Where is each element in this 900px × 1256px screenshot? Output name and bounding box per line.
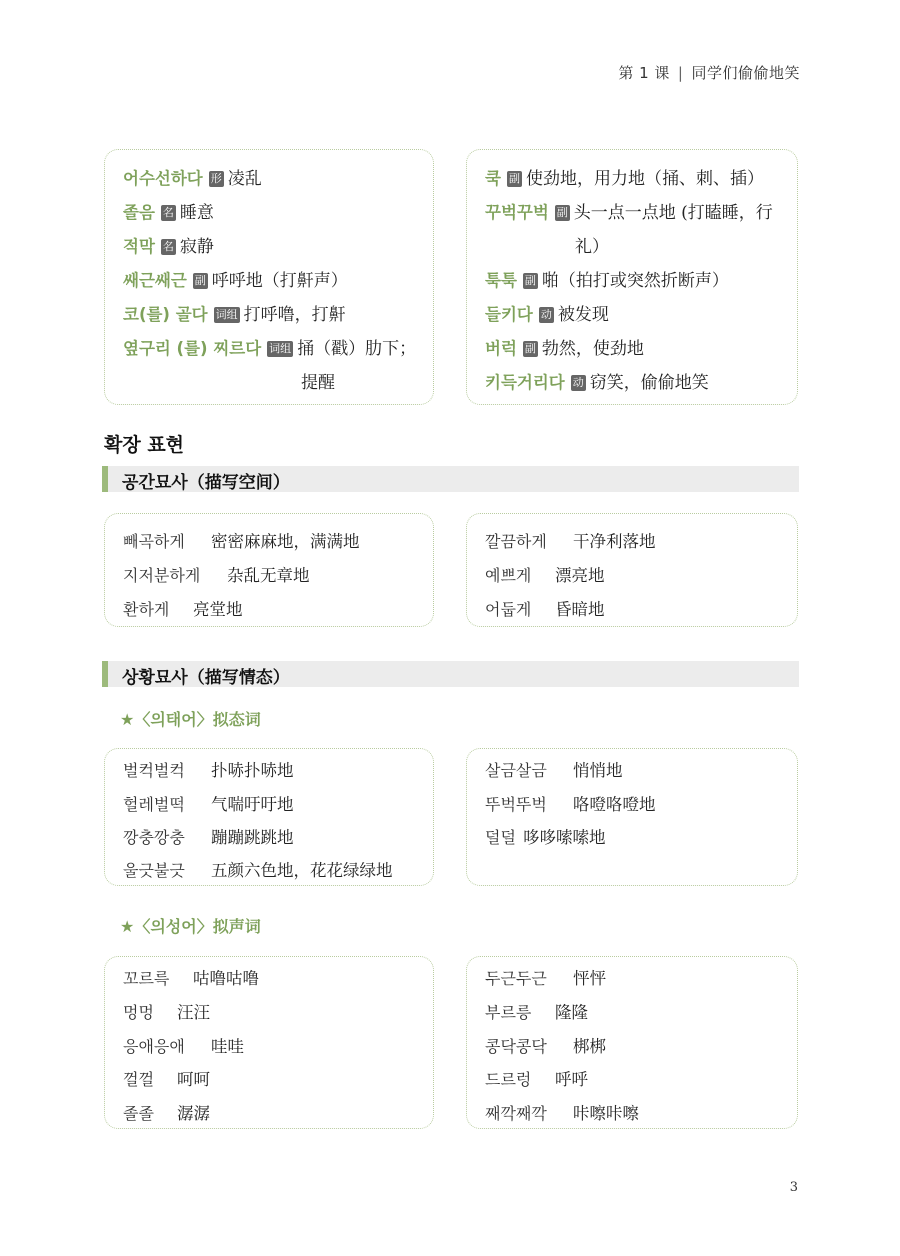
lesson-number: 第 1 课 [618,64,670,82]
vocab-entry [485,266,729,291]
page-number: 3 [789,1180,798,1195]
vocab-chinese: 凌乱 [227,169,262,189]
vocab-entry [485,164,764,189]
pos-tag: 副 [524,342,536,355]
vocab-chinese: 睡意 [179,203,214,223]
expression-korean: 드르렁 [485,1070,532,1089]
expression-chinese: 汪汪 [177,1003,210,1022]
space-box-right [466,513,798,627]
expression-korean: 예쁘게 [485,566,532,585]
expression-chinese: 咯噔咯噔地 [573,795,656,814]
section-title: 공간묘사（描写空间） [122,473,290,493]
expression-chinese: 干净利落地 [573,532,656,551]
mimetic-box-left [104,748,434,886]
vocab-chinese: 被发现 [557,305,609,325]
pos-tag: 副 [194,274,206,287]
expression-chinese: 潺潺 [177,1104,210,1123]
vocab-korean: 쌔근쌔근 [123,271,187,290]
vocab-korean: 쿡 [485,169,501,188]
vocab-entry [123,198,214,223]
vocab-korean: 꾸벅꾸벅 [485,203,549,222]
expression-row [485,965,606,989]
vocab-chinese: 窃笑，偷偷地笑 [589,373,709,393]
vocab-chinese-continued: 礼） [575,237,609,257]
expression-korean: 멍멍 [123,1003,154,1022]
expression-korean: 째깍째깍 [485,1104,547,1123]
vocab-korean: 키득거리다 [485,373,565,392]
vocab-korean: 버럭 [485,339,517,358]
onomatopoeia-box-left [104,956,434,1129]
expression-chinese: 五颜六色地，花花绿绿地 [211,861,393,880]
expression-row [485,1066,588,1090]
expression-chinese: 亮堂地 [193,600,243,619]
expression-row [123,528,360,552]
pos-tag: 副 [508,172,520,185]
expression-korean: 부르릉 [485,1003,532,1022]
expression-row [485,562,605,586]
vocab-chinese: 啪（拍打或突然折断声） [541,271,729,291]
expression-chinese: 哇哇 [211,1037,244,1056]
vocab-chinese: 呼呼地（打鼾声） [211,271,348,291]
expression-chinese: 密密麻麻地，满满地 [211,532,360,551]
expression-korean: 깔끔하게 [485,532,547,551]
vocab-entry [123,164,262,189]
expression-korean: 덜덜 [485,828,516,847]
expression-row [123,562,310,586]
expression-chinese: 哆哆嗦嗦地 [523,828,606,847]
vocab-chinese: 打呼噜，打鼾 [243,305,346,325]
vocab-chinese: 头一点一点地 (打瞌睡，行 [573,203,773,223]
expression-korean: 헐레벌떡 [123,795,185,814]
pos-tag: 副 [524,274,536,287]
expression-chinese: 咔嚓咔嚓 [573,1104,639,1123]
vocab-entry [123,232,214,257]
vocab-korean: 적막 [123,237,155,256]
vocab-korean: 툭툭 [485,271,517,290]
expression-korean: 지저분하게 [123,566,201,585]
expression-row [485,1100,639,1124]
expression-row [123,1066,210,1090]
expression-chinese: 呼呼 [555,1070,588,1089]
expression-row [485,596,605,620]
vocab-korean: 코(를) 골다 [123,305,208,324]
expression-korean: 빼곡하게 [123,532,185,551]
vocab-box-right [466,149,798,405]
expression-row [485,824,606,848]
vocab-chinese-continued: 提醒 [301,373,335,393]
expression-row [123,791,294,815]
expression-row [485,757,623,781]
expression-row [123,596,243,620]
vocab-entry [123,300,346,325]
mimetic-subheading: ★〈의태어〉拟态词 [120,710,261,729]
expression-row [485,999,588,1023]
vocab-entry [485,334,644,359]
mimetic-box-right [466,748,798,886]
pos-tag: 形 [210,172,222,185]
extended-expressions-heading: 확장 표현 [104,434,185,456]
lesson-title: 同学们偷偷地笑 [691,64,800,82]
pos-tag: 词组 [269,342,292,355]
running-header [618,62,800,83]
vocab-korean: 들키다 [485,305,533,324]
vocab-chinese: 捅（戳）肋下； [297,339,417,359]
pos-tag: 动 [540,308,552,321]
vocab-chinese: 勃然，使劲地 [541,339,644,359]
vocab-korean: 어수선하다 [123,169,203,188]
section-bar-situation [102,661,799,687]
vocab-korean: 옆구리 (를) 찌르다 [123,339,262,358]
section-bar-space [102,466,799,492]
vocab-chinese: 使劲地，用力地（捅、刺、插） [525,169,764,189]
expression-chinese: 杂乱无章地 [227,566,310,585]
expression-chinese: 梆梆 [573,1037,606,1056]
expression-row [123,824,294,848]
expression-chinese: 蹦蹦跳跳地 [211,828,294,847]
expression-row [123,1033,244,1057]
expression-chinese: 隆隆 [555,1003,588,1022]
vocab-entry [123,266,348,291]
vocab-entry [485,198,773,223]
expression-chinese: 扑哧扑哧地 [211,761,294,780]
pos-tag: 副 [556,206,568,219]
expression-korean: 졸졸 [123,1104,154,1123]
vocab-entry [123,334,416,359]
section-title: 상황묘사（描写情态） [122,668,290,688]
expression-chinese: 怦怦 [573,969,606,988]
expression-korean: 어둡게 [485,600,532,619]
vocab-entry [485,300,609,325]
pos-tag: 词组 [215,308,238,321]
expression-korean: 꼬르륵 [123,969,170,988]
expression-row [123,757,294,781]
expression-row [123,1100,210,1124]
expression-row [485,1033,606,1057]
expression-chinese: 呵呵 [177,1070,210,1089]
expression-row [123,965,259,989]
expression-korean: 콩닥콩닥 [485,1037,547,1056]
vocab-box-left [104,149,434,405]
header-separator: | [677,64,684,82]
expression-chinese: 悄悄地 [573,761,623,780]
vocab-entry [485,368,709,393]
expression-chinese: 气喘吁吁地 [211,795,294,814]
expression-korean: 두근두근 [485,969,547,988]
expression-korean: 벌컥벌컥 [123,761,185,780]
expression-korean: 환하게 [123,600,170,619]
expression-chinese: 咕噜咕噜 [193,969,259,988]
expression-korean: 살금살금 [485,761,547,780]
onomatopoeia-subheading: ★〈의성어〉拟声词 [120,917,261,936]
pos-tag: 动 [572,376,584,389]
expression-korean: 뚜벅뚜벅 [485,795,547,814]
vocab-korean: 졸음 [123,203,155,222]
expression-row [485,791,656,815]
expression-korean: 깡충깡충 [123,828,185,847]
pos-tag: 名 [162,240,174,253]
expression-korean: 응애응애 [123,1037,185,1056]
expression-korean: 울긋불긋 [123,861,185,880]
expression-row [485,528,656,552]
vocab-chinese: 寂静 [179,237,214,257]
expression-chinese: 昏暗地 [555,600,605,619]
pos-tag: 名 [162,206,174,219]
space-box-left [104,513,434,627]
expression-row [123,999,210,1023]
expression-row [123,857,393,881]
onomatopoeia-box-right [466,956,798,1129]
expression-korean: 껄껄 [123,1070,154,1089]
expression-chinese: 漂亮地 [555,566,605,585]
